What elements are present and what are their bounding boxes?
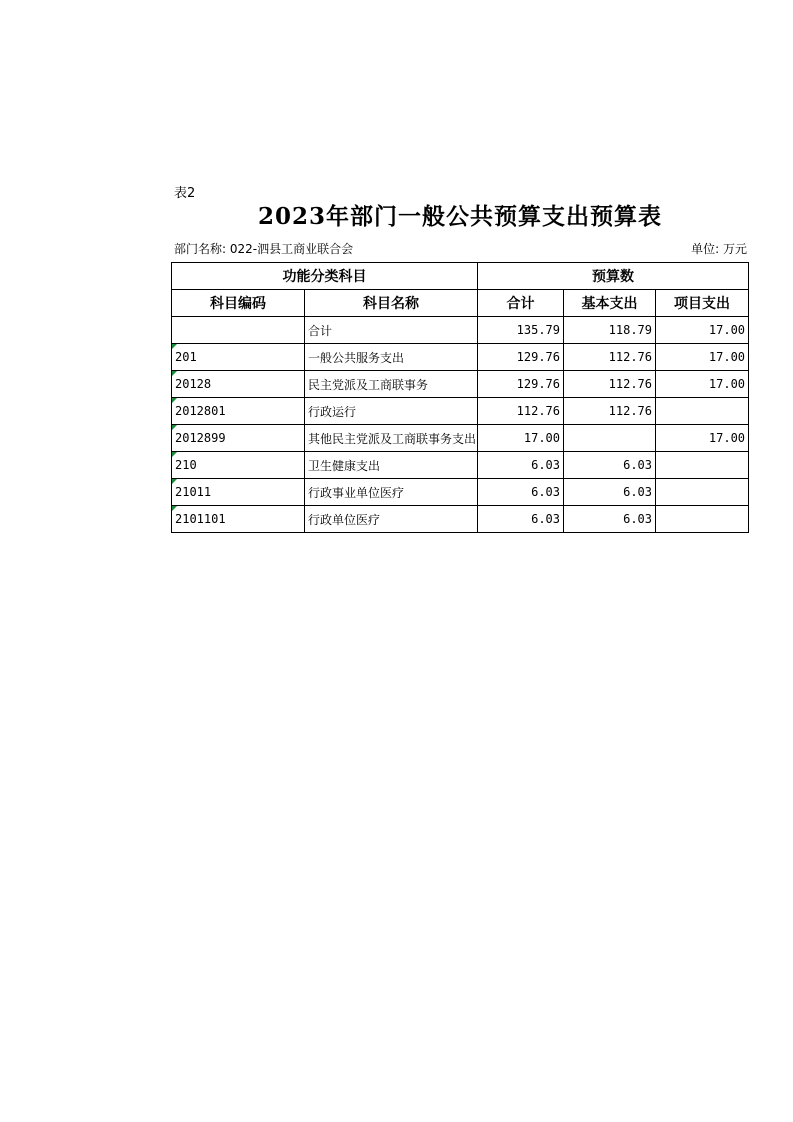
cell-total: 129.76 xyxy=(478,371,564,398)
cell-basic xyxy=(564,425,656,452)
table-row xyxy=(172,506,749,533)
col-header-basic: 基本支出 xyxy=(564,290,656,317)
cell-basic: 112.76 xyxy=(564,398,656,425)
table-row xyxy=(172,425,749,452)
cell-basic: 6.03 xyxy=(564,452,656,479)
cell-name: 民主党派及工商联事务 xyxy=(305,371,478,398)
cell-project: 17.00 xyxy=(656,425,749,452)
table-row xyxy=(172,398,749,425)
cell-total: 135.79 xyxy=(478,317,564,344)
cell-basic: 6.03 xyxy=(564,479,656,506)
cell-code xyxy=(172,317,305,344)
cell-code: 2012801 xyxy=(172,398,305,425)
cell-project: 17.00 xyxy=(656,371,749,398)
col-header-total: 合计 xyxy=(478,290,564,317)
table-row xyxy=(172,344,749,371)
cell-basic: 6.03 xyxy=(564,506,656,533)
cell-code: 20128 xyxy=(172,371,305,398)
cell-project xyxy=(656,398,749,425)
cell-total: 6.03 xyxy=(478,506,564,533)
cell-code: 210 xyxy=(172,452,305,479)
cell-project: 17.00 xyxy=(656,317,749,344)
cell-code: 2012899 xyxy=(172,425,305,452)
cell-basic: 112.76 xyxy=(564,371,656,398)
cell-name: 卫生健康支出 xyxy=(305,452,478,479)
table-row xyxy=(172,371,749,398)
cell-total: 6.03 xyxy=(478,452,564,479)
page-title: 2023年部门一般公共预算支出预算表 xyxy=(257,203,662,230)
cell-project xyxy=(656,479,749,506)
cell-total: 17.00 xyxy=(478,425,564,452)
col-header-project: 项目支出 xyxy=(656,290,749,317)
cell-name: 行政运行 xyxy=(305,398,478,425)
cell-name: 行政单位医疗 xyxy=(305,506,478,533)
col-header-name: 科目名称 xyxy=(305,290,478,317)
cell-basic: 112.76 xyxy=(564,344,656,371)
cell-name: 行政事业单位医疗 xyxy=(305,479,478,506)
cell-project xyxy=(656,506,749,533)
cell-total: 112.76 xyxy=(478,398,564,425)
group-header-function-category: 功能分类科目 xyxy=(172,263,478,290)
table-row xyxy=(172,452,749,479)
cell-code: 201 xyxy=(172,344,305,371)
unit-label: 单位: 万元 xyxy=(691,242,747,256)
group-header-budget: 预算数 xyxy=(478,263,749,290)
cell-project xyxy=(656,452,749,479)
cell-project: 17.00 xyxy=(656,344,749,371)
cell-name: 合计 xyxy=(305,317,478,344)
table-row xyxy=(172,317,749,344)
cell-name: 一般公共服务支出 xyxy=(305,344,478,371)
table-number-label: 表2 xyxy=(174,186,196,201)
cell-code: 21011 xyxy=(172,479,305,506)
cell-name: 其他民主党派及工商联事务支出 xyxy=(305,425,478,452)
cell-basic: 118.79 xyxy=(564,317,656,344)
table-row xyxy=(172,479,749,506)
department-label: 部门名称: 022-泗县工商业联合会 xyxy=(174,242,354,256)
cell-total: 129.76 xyxy=(478,344,564,371)
cell-total: 6.03 xyxy=(478,479,564,506)
cell-code: 2101101 xyxy=(172,506,305,533)
col-header-code: 科目编码 xyxy=(172,290,305,317)
budget-table xyxy=(171,262,749,533)
